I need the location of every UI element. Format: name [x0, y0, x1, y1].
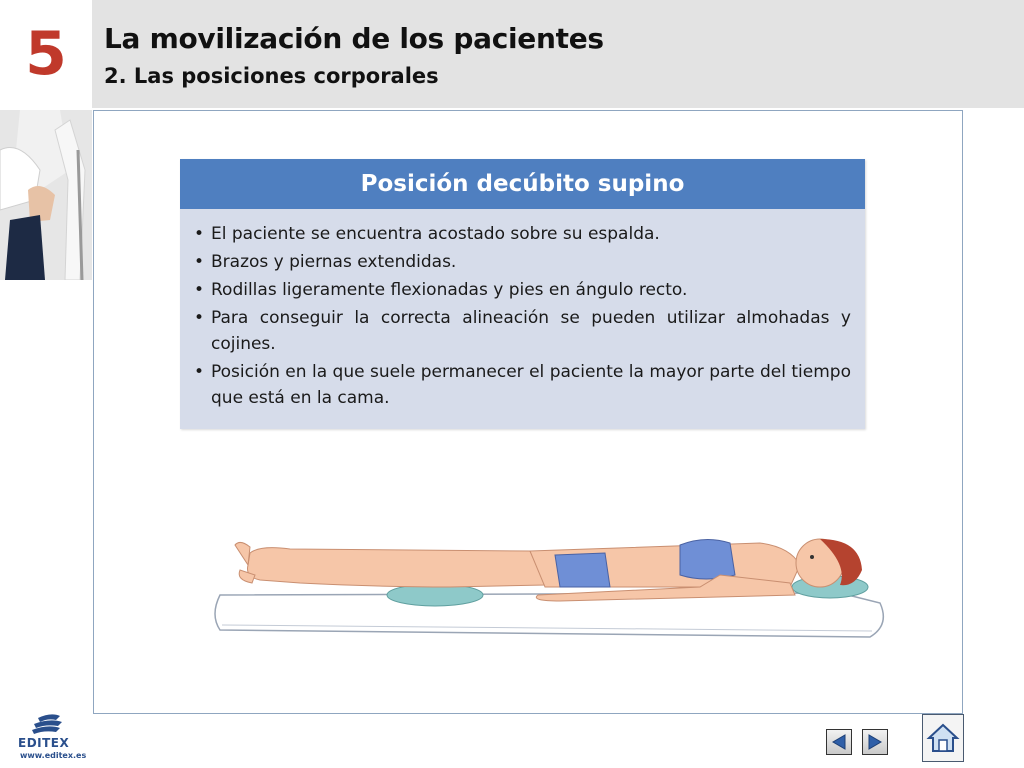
info-box: [180, 159, 865, 429]
house-icon: [926, 721, 960, 755]
chapter-number: 5: [0, 0, 92, 108]
info-box-title: Posición decúbito supino: [180, 159, 865, 209]
list-item: • Para conseguir la correcta alineación se pueden utilizar almohadas y cojines.: [194, 305, 851, 357]
info-list: [180, 209, 865, 411]
logo-url: www.editex.es: [20, 751, 87, 760]
list-item: • Posición en la que suele permanecer el paciente la mayor parte del tiempo que está en la cama.: [194, 359, 851, 411]
previous-button[interactable]: [826, 729, 852, 755]
logo-text: EDITEX: [18, 736, 70, 750]
page-title: La movilización de los pacientes: [104, 22, 604, 55]
next-button[interactable]: [862, 729, 888, 755]
list-item: • El paciente se encuentra acostado sobre su espalda.: [194, 221, 851, 247]
caregiver-photo: [0, 110, 92, 280]
home-button[interactable]: [922, 714, 964, 762]
list-item: • Rodillas ligeramente flexionadas y pies en ángulo recto.: [194, 277, 851, 303]
list-item: • Brazos y piernas extendidas.: [194, 249, 851, 275]
supine-position-illustration: [200, 525, 890, 650]
page-subtitle: 2. Las posiciones corporales: [104, 64, 439, 88]
triangle-right-icon: [866, 733, 884, 751]
triangle-left-icon: [830, 733, 848, 751]
